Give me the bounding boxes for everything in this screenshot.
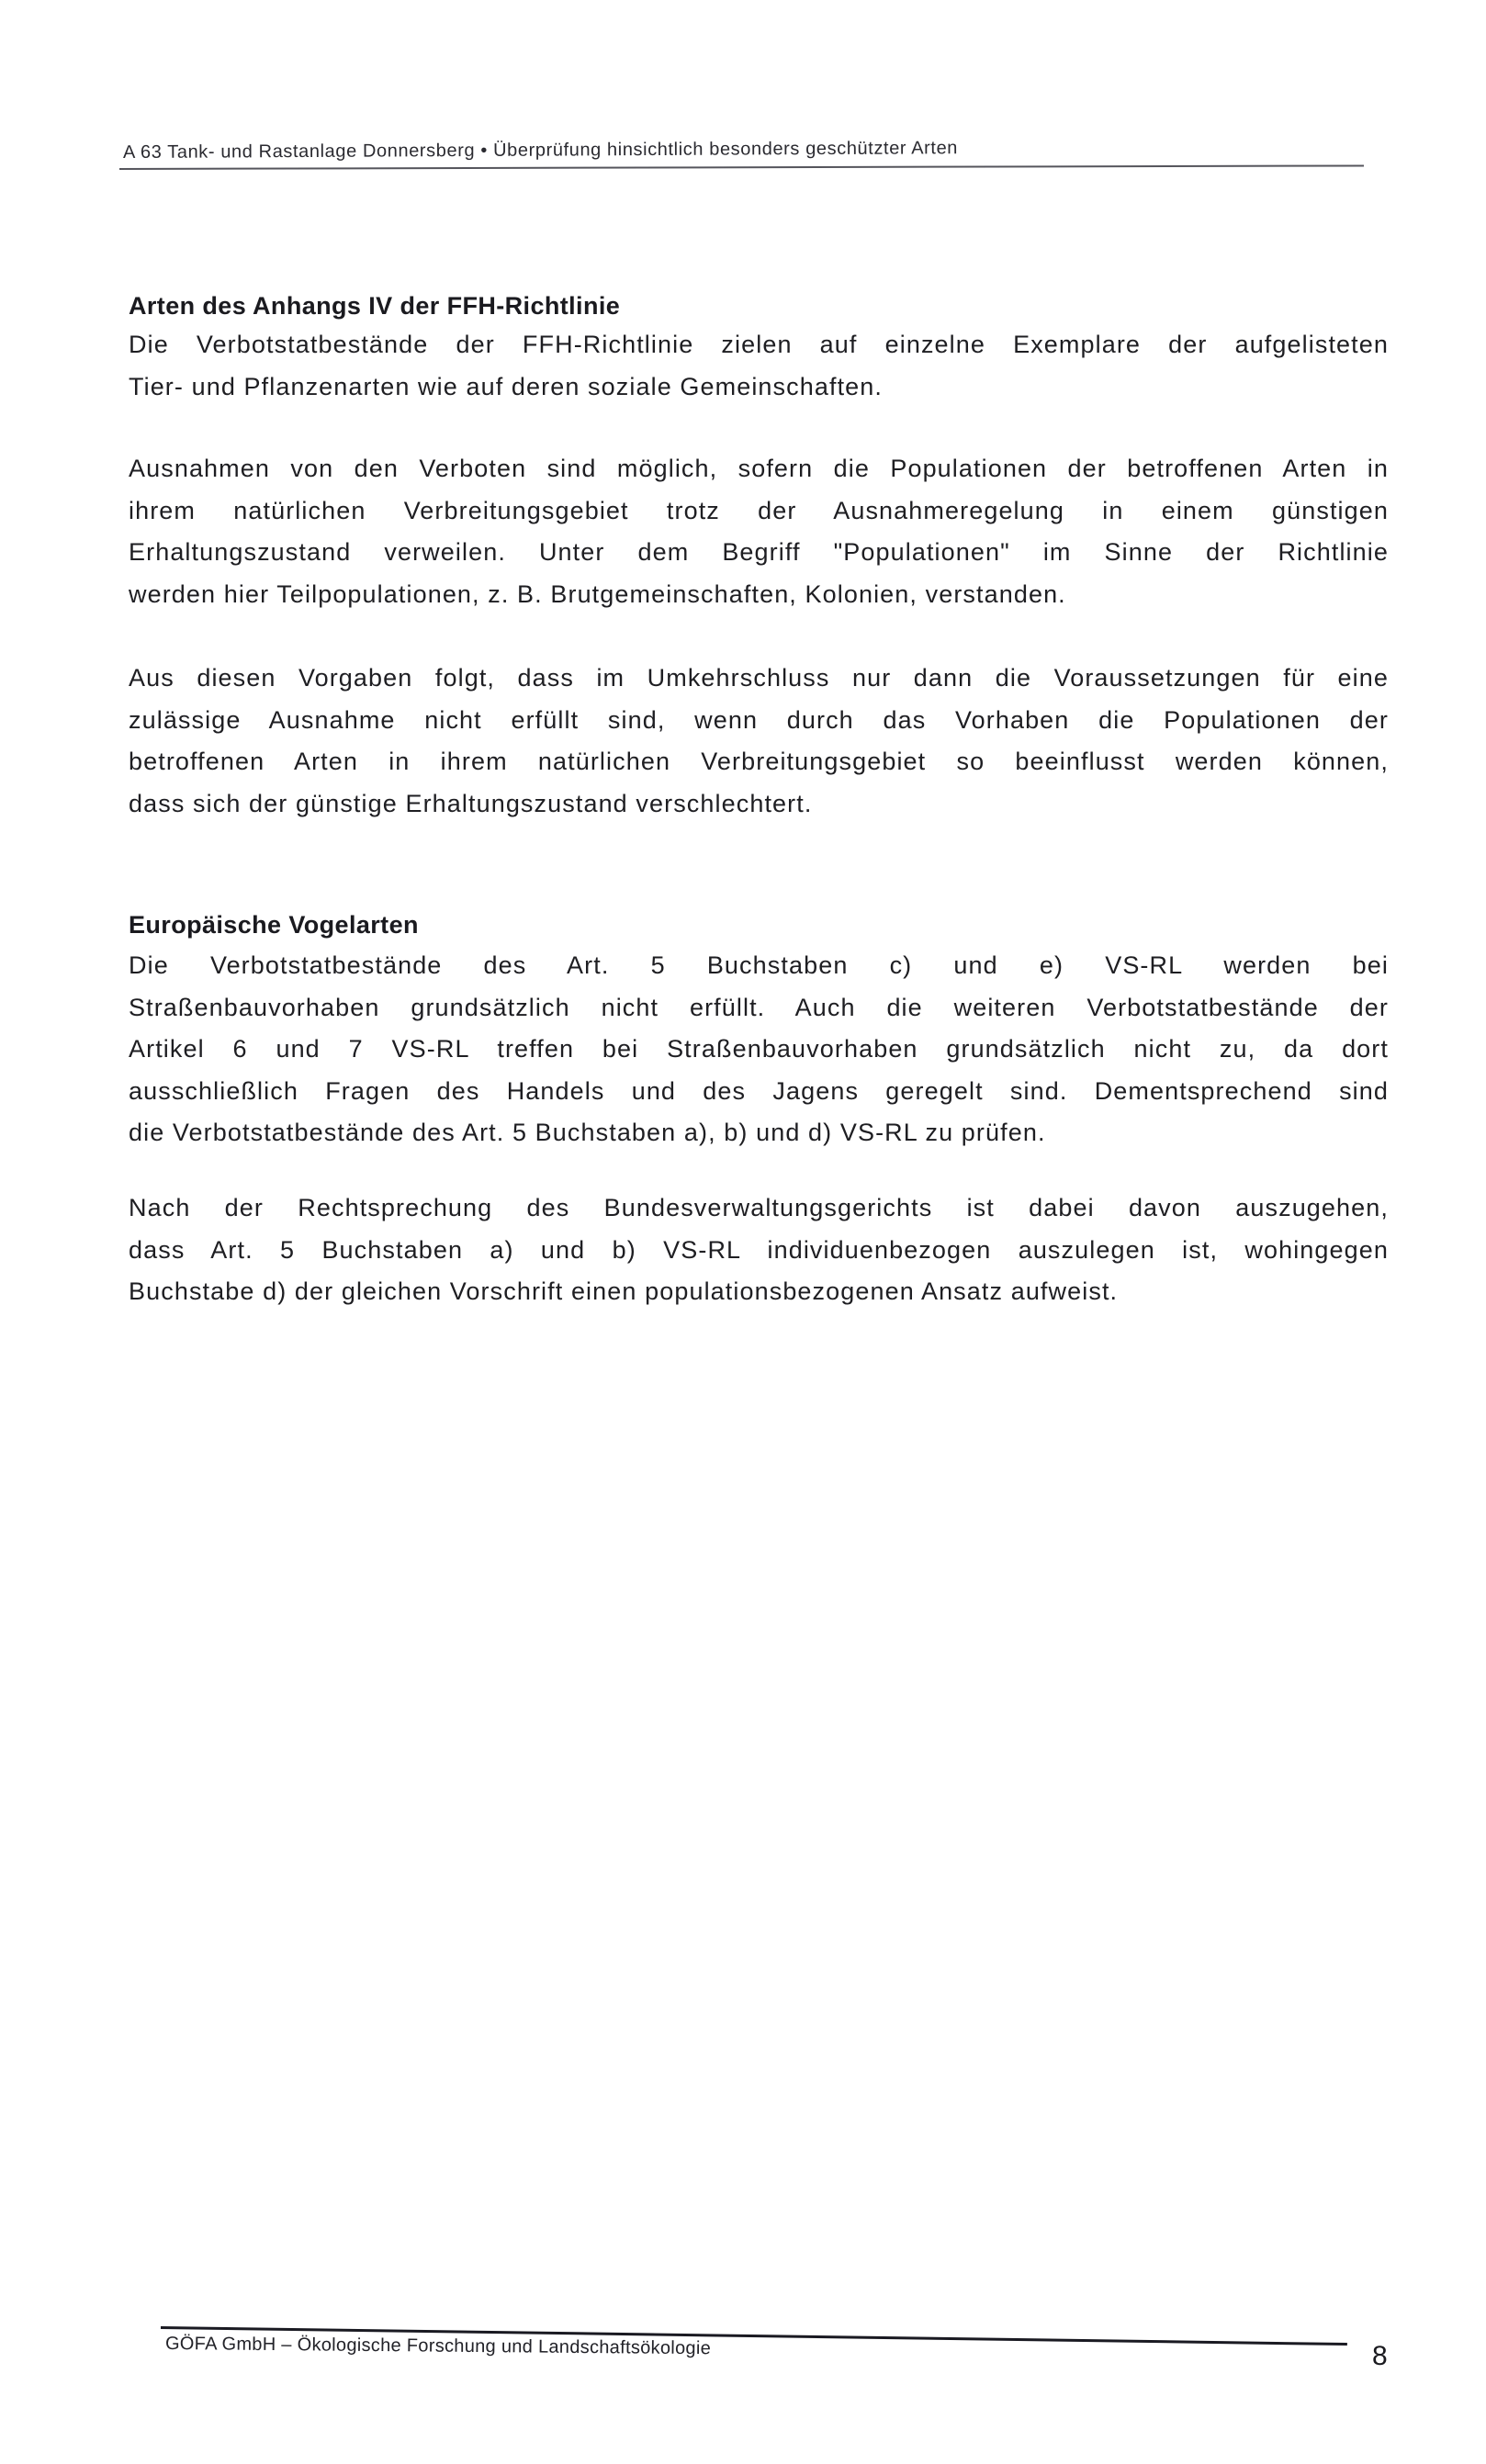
text-line: dass sich der günstige Erhaltungszustand verschlechtert.	[129, 789, 813, 817]
paragraph	[129, 324, 1389, 408]
section-heading: Arten des Anhangs IV der FFH-Richtlinie	[129, 292, 621, 320]
text-line: Artikel 6 und 7 VS-RL treffen bei Straßenbauvorhaben grundsätzlich nicht zu, da dort	[129, 1035, 1389, 1063]
text-line: Ausnahmen von den Verboten sind möglich, sofern die Populationen der betroffenen Arten in	[129, 455, 1389, 482]
text-line: Tier- und Pflanzenarten wie auf deren soziale Gemeinschaften.	[129, 372, 884, 400]
text-line: Aus diesen Vorgaben folgt, dass im Umkehrschluss nur dann die Voraussetzungen für eine	[129, 664, 1389, 692]
text-line: ihrem natürlichen Verbreitungsgebiet trotz der Ausnahmeregelung in einem günstigen	[129, 496, 1389, 524]
text-line: Die Verbotstatbestände des Art. 5 Buchstaben c) und e) VS-RL werden bei	[129, 951, 1389, 979]
paragraph	[129, 1187, 1389, 1313]
header-rule	[119, 164, 1364, 170]
text-line: Nach der Rechtsprechung des Bundesverwaltungsgerichts ist dabei davon auszugehen,	[129, 1194, 1389, 1221]
footer-organization: GÖFA GmbH – Ökologische Forschung und Landschaftsökologie	[164, 2334, 712, 2359]
paragraph	[129, 658, 1389, 825]
text-line: betroffenen Arten in ihrem natürlichen Verbreitungsgebiet so beeinflusst werden können,	[129, 748, 1389, 775]
text-line: Straßenbauvorhaben grundsätzlich nicht erfüllt. Auch die weiteren Verbotstatbestände der	[129, 993, 1389, 1021]
text-line: zulässige Ausnahme nicht erfüllt sind, wenn durch das Vorhaben die Populationen der	[129, 705, 1389, 734]
text-line: Buchstabe d) der gleichen Vorschrift einen populationsbezogenen Ansatz aufweist.	[129, 1277, 1119, 1305]
paragraph	[129, 945, 1389, 1154]
running-header: A 63 Tank- und Rastanlage Donnersberg • Überprüfung hinsichtlich besonders geschützter Arten	[122, 138, 959, 163]
text-line: dass Art. 5 Buchstaben a) und b) VS-RL individuenbezogen auszulegen ist, wohingegen	[129, 1235, 1389, 1264]
text-line: die Verbotstatbestände des Art. 5 Buchstaben a), b) und d) VS-RL zu prüfen.	[129, 1119, 1046, 1146]
text-line: Die Verbotstatbestände der FFH-Richtlinie zielen auf einzelne Exemplare der aufgelisteten	[129, 331, 1389, 358]
text-line: ausschließlich Fragen des Handels und des Jagens geregelt sind. Dementsprechend sind	[129, 1076, 1389, 1105]
section-heading: Europäische Vogelarten	[129, 911, 419, 939]
text-line: werden hier Teilpopulationen, z. B. Brutgemeinschaften, Kolonien, verstanden.	[129, 579, 1066, 608]
text-line: Erhaltungszustand verweilen. Unter dem Begriff "Populationen" im Sinne der Richtlinie	[129, 538, 1389, 566]
page-number: 8	[1372, 2341, 1388, 2371]
paragraph	[129, 448, 1389, 615]
